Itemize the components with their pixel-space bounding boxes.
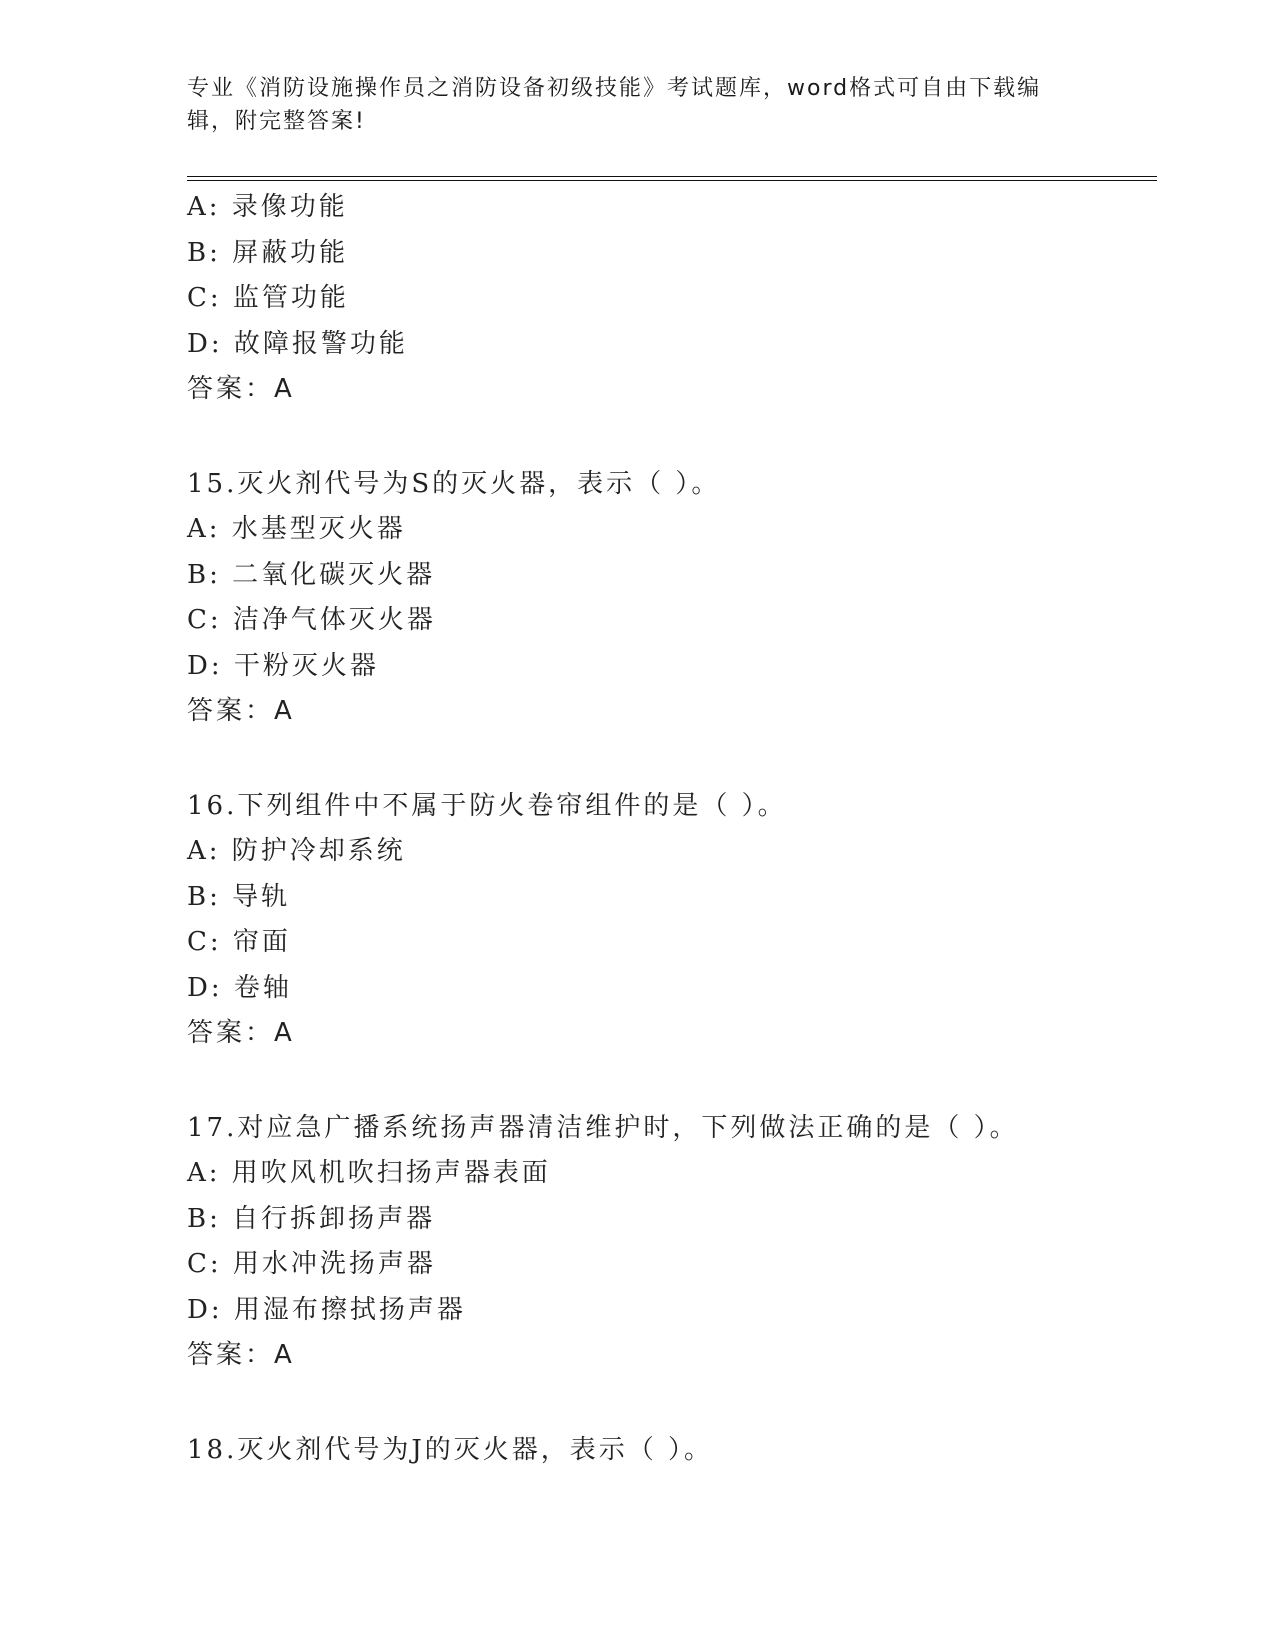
question-text: 18.灭火剂代号为J的灭火器，表示（ ）。 [187, 1434, 714, 1465]
option-d: D: 故障报警功能 [187, 328, 408, 359]
option-c: C: 用水冲洗扬声器 [187, 1249, 436, 1279]
header-line-2: 辑，附完整答案! [187, 109, 366, 134]
question-15 [187, 462, 1157, 735]
document-header [187, 72, 1077, 138]
question-14 [187, 185, 1157, 413]
option-b: B: 二氧化碳灭火器 [187, 559, 436, 590]
answer: 答案：A [187, 1018, 295, 1048]
option-b: B: 自行拆卸扬声器 [187, 1203, 436, 1234]
option-a: A: 水基型灭火器 [187, 514, 406, 544]
option-d: D: 卷轴 [187, 972, 292, 1003]
answer: 答案：A [187, 696, 295, 726]
answer: 答案：A [187, 1340, 295, 1370]
option-c: C: 帘面 [187, 927, 291, 957]
question-text: 17.对应急广播系统扬声器清洁维护时，下列做法正确的是（ ）。 [187, 1112, 1019, 1143]
question-17 [187, 1106, 1157, 1379]
answer: 答案：A [187, 374, 295, 404]
document-page [187, 72, 1157, 1473]
question-text: 16.下列组件中不属于防火卷帘组件的是（ ）。 [187, 790, 787, 821]
header-rule [187, 176, 1157, 181]
option-b: B: 屏蔽功能 [187, 237, 349, 268]
option-c: C: 洁净气体灭火器 [187, 605, 436, 635]
question-16 [187, 784, 1157, 1057]
option-a: A: 用吹风机吹扫扬声器表面 [187, 1158, 551, 1188]
option-c: C: 监管功能 [187, 283, 349, 313]
question-text: 15.灭火剂代号为S的灭火器，表示（ ）。 [187, 468, 721, 499]
option-d: D: 干粉灭火器 [187, 650, 379, 681]
option-a: A: 防护冷却系统 [187, 836, 406, 866]
header-line-1: 专业《消防设施操作员之消防设备初级技能》考试题库，word格式可自由下载编 [187, 76, 1042, 101]
option-b: B: 导轨 [187, 881, 291, 912]
question-18 [187, 1428, 1157, 1474]
option-a: A: 录像功能 [187, 192, 348, 222]
option-d: D: 用湿布擦拭扬声器 [187, 1294, 466, 1325]
